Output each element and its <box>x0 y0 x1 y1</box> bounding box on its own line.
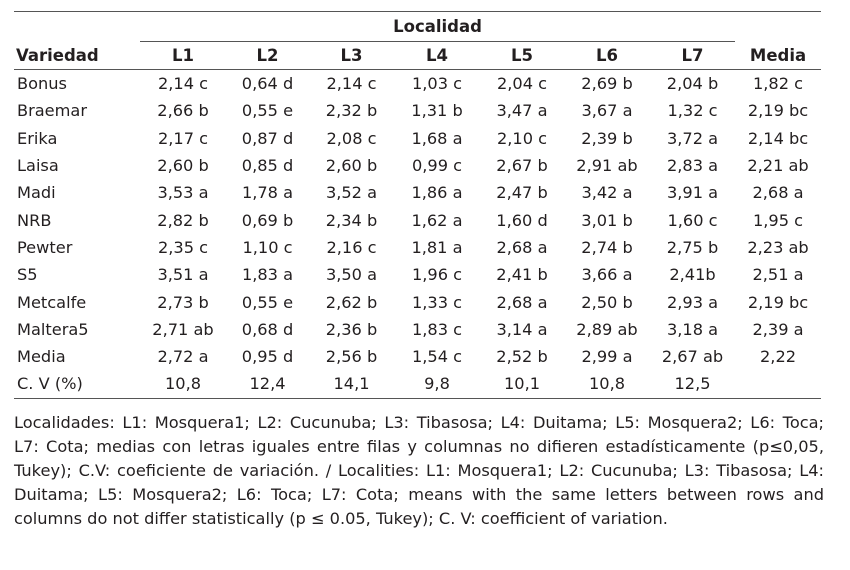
group-header-row <box>14 12 821 42</box>
header-spacer <box>14 12 140 42</box>
variety-cell: Madi <box>17 183 56 203</box>
value-cell: 2,60 b <box>157 156 209 176</box>
value-cell: 1,03 c <box>411 74 463 94</box>
table-row <box>14 370 821 398</box>
table-row <box>14 288 821 315</box>
value-cell: 1,32 c <box>667 101 718 121</box>
value-cell: 14,1 <box>309 370 394 398</box>
value-cell: 0,95 d <box>241 347 294 367</box>
value-cell: 2,66 b <box>157 101 209 121</box>
value-cell: 2,10 c <box>496 128 548 148</box>
value-cell: 1,86 a <box>411 183 463 203</box>
value-cell: 9,8 <box>394 370 480 398</box>
value-cell: 0,64 d <box>241 74 294 94</box>
value-cell: 0,55 e <box>241 101 294 121</box>
value-cell: 1,60 c <box>667 210 718 230</box>
column-header-row <box>14 42 821 70</box>
value-cell: 2,34 b <box>325 210 378 230</box>
table-body <box>14 70 821 399</box>
value-cell: 3,14 a <box>496 319 548 339</box>
value-cell: 2,67 b <box>496 156 548 176</box>
mean-cell: 2,19 bc <box>747 292 809 312</box>
mean-cell: 1,82 c <box>752 74 804 94</box>
value-cell: 0,55 e <box>241 292 294 312</box>
value-cell: 1,62 a <box>411 210 463 230</box>
variety-cell: Maltera5 <box>17 319 89 339</box>
location-column-header: L7 <box>650 42 735 70</box>
value-cell: 2,72 a <box>157 347 209 367</box>
value-cell: 2,69 b <box>581 74 633 94</box>
mean-cell: 2,14 bc <box>747 128 809 148</box>
value-cell: 0,68 d <box>241 319 294 339</box>
value-cell: 2,32 b <box>325 101 378 121</box>
value-cell: 3,01 b <box>581 210 633 230</box>
value-cell: 3,50 a <box>325 265 378 285</box>
value-cell: 2,36 b <box>325 319 378 339</box>
value-cell: 0,85 d <box>241 156 294 176</box>
value-cell: 3,51 a <box>157 265 209 285</box>
mean-cell: 2,22 <box>760 347 797 367</box>
value-cell: 2,68 a <box>496 292 548 312</box>
mean-cell: 1,95 c <box>752 210 804 230</box>
mean-cell <box>735 370 821 398</box>
table-row <box>14 343 821 370</box>
value-cell: 2,89 ab <box>576 319 638 339</box>
value-cell: 2,71 ab <box>152 319 214 339</box>
value-cell: 1,60 d <box>496 210 548 230</box>
value-cell: 2,41 b <box>496 265 548 285</box>
value-cell: 3,67 a <box>581 101 633 121</box>
mean-cell: 2,39 a <box>752 319 804 339</box>
value-cell: 2,82 b <box>157 210 209 230</box>
value-cell: 3,47 a <box>496 101 548 121</box>
value-cell: 2,14 c <box>326 74 377 94</box>
location-column-header: L4 <box>394 42 480 70</box>
variety-cell: Braemar <box>17 101 87 121</box>
value-cell: 1,54 c <box>411 347 463 367</box>
value-cell: 1,83 a <box>241 265 294 285</box>
table-row <box>14 179 821 206</box>
value-cell: 2,91 ab <box>576 156 638 176</box>
mean-cell: 2,51 a <box>752 265 804 285</box>
table-row <box>14 70 821 98</box>
value-cell: 2,50 b <box>581 292 633 312</box>
variety-cell: Media <box>17 347 66 367</box>
value-cell: 2,16 c <box>326 237 377 257</box>
value-cell: 1,78 a <box>241 183 294 203</box>
value-cell: 2,73 b <box>157 292 209 312</box>
value-cell: 10,8 <box>564 370 650 398</box>
yield-table <box>14 12 821 399</box>
value-cell: 3,42 a <box>581 183 633 203</box>
table-row <box>14 316 821 343</box>
mean-cell: 2,21 ab <box>747 156 809 176</box>
value-cell: 2,17 c <box>157 128 209 148</box>
value-cell: 2,74 b <box>581 237 633 257</box>
value-cell: 1,10 c <box>242 237 293 257</box>
variety-cell: Laisa <box>17 156 59 176</box>
value-cell: 2,93 a <box>666 292 719 312</box>
value-cell: 10,1 <box>480 370 564 398</box>
value-cell: 1,33 c <box>411 292 463 312</box>
value-cell: 2,39 b <box>581 128 633 148</box>
value-cell: 12,5 <box>650 370 735 398</box>
value-cell: 2,41b <box>669 265 716 285</box>
variety-cell: Metcalfe <box>17 292 87 312</box>
table-container <box>14 11 821 399</box>
location-group-header: Localidad <box>140 12 735 42</box>
table-row <box>14 125 821 152</box>
value-cell: 3,91 a <box>666 183 719 203</box>
value-cell: 2,83 a <box>666 156 719 176</box>
value-cell: 2,60 b <box>325 156 378 176</box>
value-cell: 2,68 a <box>496 237 548 257</box>
variety-cell: Pewter <box>17 237 73 257</box>
table-row <box>14 261 821 288</box>
mean-cell: 2,68 a <box>752 183 804 203</box>
variety-cell: Bonus <box>17 74 67 94</box>
value-cell: 1,96 c <box>411 265 463 285</box>
variety-cell: Erika <box>17 128 58 148</box>
variety-cell: C. V (%) <box>14 370 140 398</box>
variety-cell: NRB <box>17 210 52 230</box>
table-row <box>14 152 821 179</box>
header-spacer <box>735 12 821 42</box>
value-cell: 2,35 c <box>157 237 209 257</box>
value-cell: 2,08 c <box>326 128 377 148</box>
mean-column-header: Media <box>735 42 821 70</box>
location-column-header: L2 <box>226 42 309 70</box>
value-cell: 3,53 a <box>157 183 209 203</box>
table-row <box>14 234 821 261</box>
value-cell: 1,31 b <box>411 101 463 121</box>
location-column-header: L6 <box>564 42 650 70</box>
value-cell: 1,68 a <box>411 128 463 148</box>
value-cell: 0,69 b <box>241 210 294 230</box>
value-cell: 2,47 b <box>496 183 548 203</box>
variety-cell: S5 <box>17 265 38 285</box>
value-cell: 2,04 b <box>666 74 719 94</box>
value-cell: 2,99 a <box>581 347 633 367</box>
value-cell: 3,18 a <box>666 319 719 339</box>
value-cell: 2,04 c <box>496 74 548 94</box>
value-cell: 2,67 ab <box>661 347 724 367</box>
value-cell: 2,14 c <box>157 74 209 94</box>
value-cell: 2,52 b <box>496 347 548 367</box>
value-cell: 3,52 a <box>325 183 378 203</box>
variety-column-header: Variedad <box>14 42 140 70</box>
location-column-header: L1 <box>140 42 226 70</box>
value-cell: 3,72 a <box>666 128 719 148</box>
value-cell: 10,8 <box>140 370 226 398</box>
value-cell: 1,83 c <box>411 319 463 339</box>
value-cell: 2,75 b <box>666 237 719 257</box>
mean-cell: 2,19 bc <box>747 101 809 121</box>
table-row <box>14 97 821 124</box>
table-row <box>14 206 821 233</box>
value-cell: 2,62 b <box>325 292 378 312</box>
value-cell: 2,56 b <box>325 347 378 367</box>
location-column-header: L3 <box>309 42 394 70</box>
mean-cell: 2,23 ab <box>747 237 809 257</box>
value-cell: 3,66 a <box>581 265 633 285</box>
value-cell: 0,99 c <box>411 156 463 176</box>
table-footnote: Localidades: L1: Mosquera1; L2: Cucunuba; L3: Tibasosa; L4: Duitama; L5: Mosquera2; L6: Toca; L7: Cota; medias con letras iguales entre filas y columnas no difieren estadísticamente (p≤0,05, Tukey); C.V: coeficiente de variación. / Localities: L1: Mosquera1; L2: Cucunuba; L3: Tibasosa; L4: Duitama; L5: Mosquera2; L6: Toca; L7: Cota; means with the same letters between rows and columns do not differ statistically (p ≤ 0.05, Tukey); C. V: coefficient of variation. <box>14 413 824 528</box>
value-cell: 1,81 a <box>411 237 463 257</box>
location-column-header: L5 <box>480 42 564 70</box>
value-cell: 0,87 d <box>241 128 294 148</box>
value-cell: 12,4 <box>226 370 309 398</box>
